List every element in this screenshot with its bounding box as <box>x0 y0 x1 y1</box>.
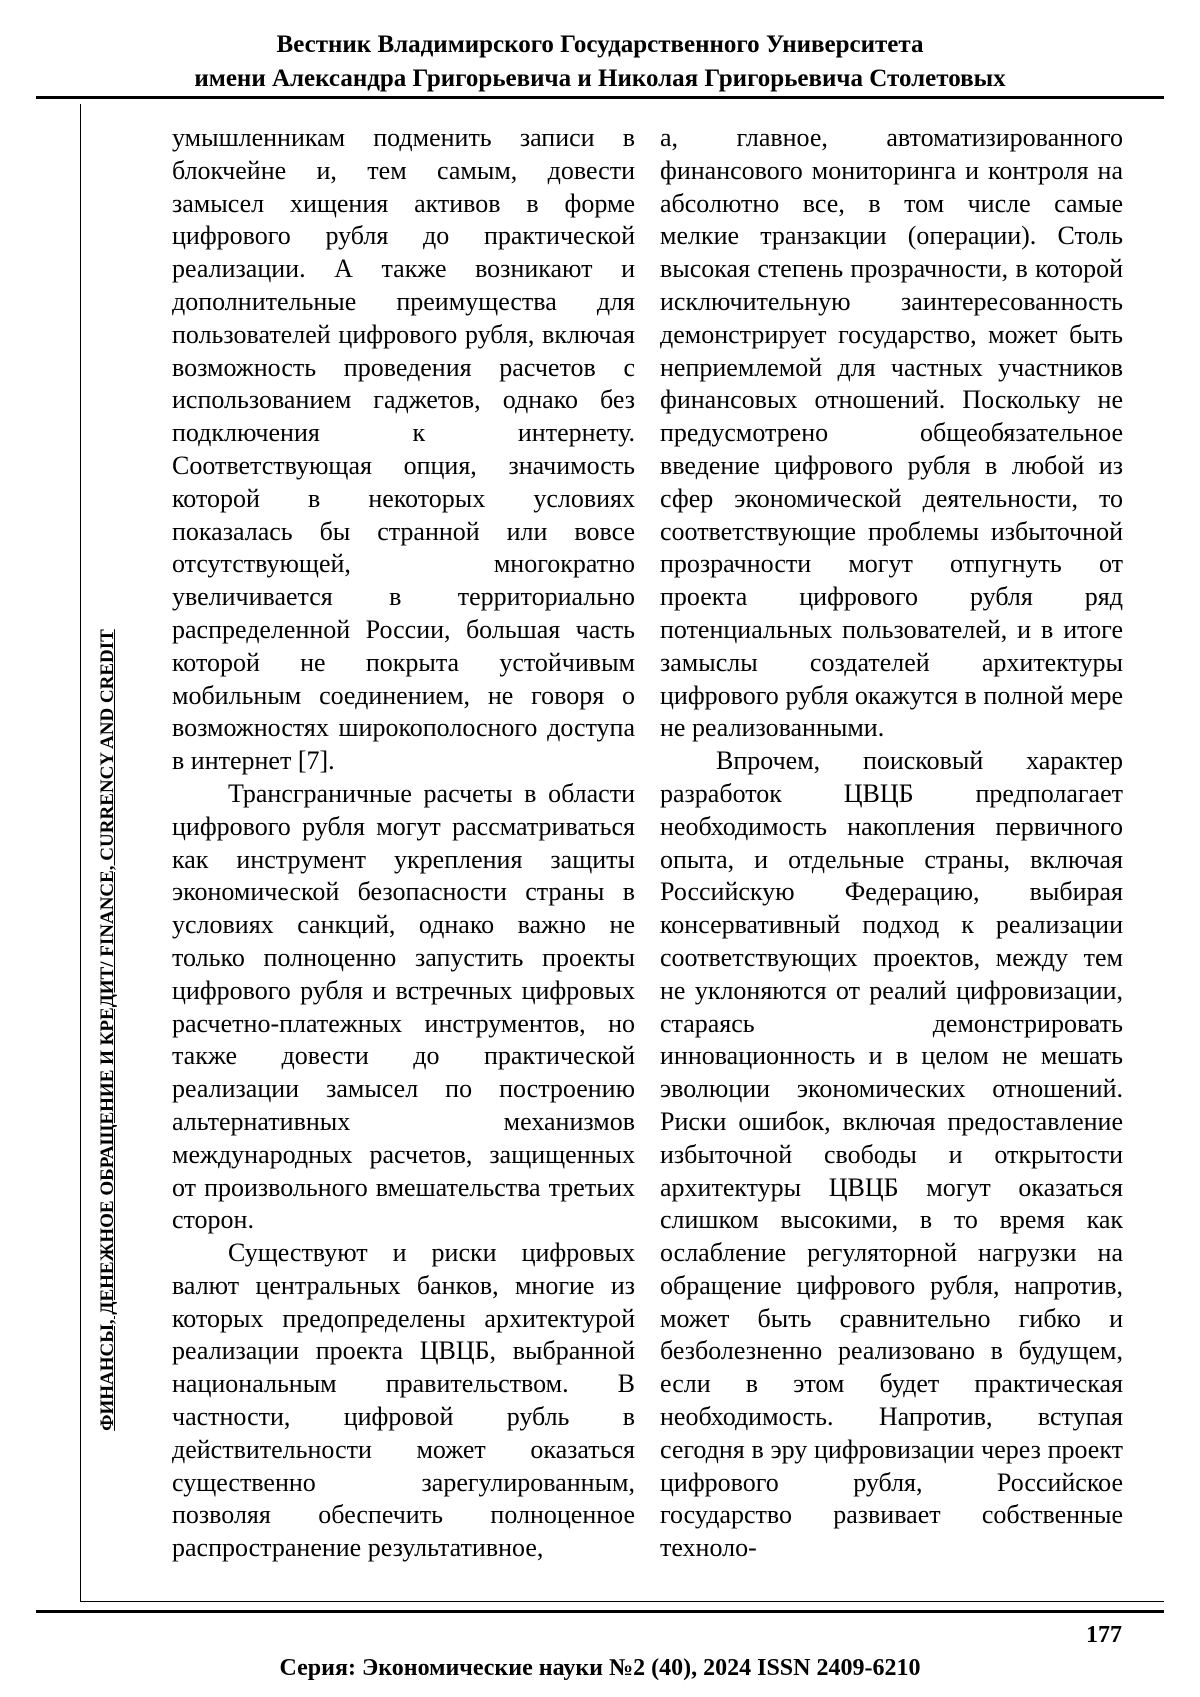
left-paragraph-2: Трансграничные расчеты в области цифрового рубля могут рассматриваться как инструмент укрепления защиты экономической безопасности страны в условиях санкций, однако важно не только полноценно запустить проекты цифрового рубля и встречных цифровых расчетно-платежных инструментов, но также довести до практической реализации замысел по построению альтернативных механизмов международных расчетов, защищенных от произвольного вмешательства третьих сторон. <box>172 778 635 1235</box>
right-paragraph-1: а, главное, автоматизированного финансового мониторинга и контроля на абсолютно все, в том числе самые мелкие транзакции (операции). Столь высокая степень прозрачности, в которой исключительную заинтересованность демонстрирует государство, может быть неприемлемой для частных участников финансовых отношений. Поскольку не предусмотрено общеобязательное введение цифрового рубля в любой из сфер экономической деятельности, то соответствующие проблемы избыточной прозрачности могут отпугнуть от проекта цифрового рубля ряд потенциальных пользователей, и в итоге замыслы создателей архитектуры цифрового рубля окажутся в полной мере не реализованными. <box>660 123 1123 743</box>
series-info: Серия: Экономические науки №2 (40), 2024 ISSN 2409-6210 <box>279 1655 921 1681</box>
left-paragraph-1: умышленникам подменить записи в блокчейне и, тем самым, довести замысел хищения активов в форме цифрового рубля до практической реализации. А также возникают и дополнительные преимущества для пользователей цифрового рубля, включая возможность проведения расчетов с использованием гаджетов, однако без подключения к интернету. Соответствующая опция, значимость которой в некоторых условиях показалась бы странной или вовсе отсутствующей, многократно увеличивается в территориально распределенной России, большая часть которой не покрыта устойчивым мобильным соединением, не говоря о возможностях широкополосного доступа в интернет [7]. <box>172 123 635 776</box>
footer-divider <box>36 1610 1164 1613</box>
frame-left-border <box>80 104 81 1602</box>
frame-bottom-border <box>80 1601 1164 1602</box>
section-side-label: ФИНАНСЫ, ДЕНЕЖНОЕ ОБРАЩЕНИЕ И КРЕДИТ/ FINANCE, CURRENCY AND CREDIT <box>97 629 118 1431</box>
right-text-column <box>660 122 1123 1565</box>
page-number: 177 <box>1086 1622 1122 1648</box>
left-paragraph-3: Существуют и риски цифровых валют центральных банков, многие из которых предопределены архитектурой реализации проекта ЦВЦБ, выбранной национальным правительством. В частности, цифровой рубль в действительности может оказаться существенно зарегулированным, позволяя обеспечить полноценное распространение результативное, <box>172 1238 635 1563</box>
header-divider <box>36 96 1164 99</box>
left-text-column <box>172 122 635 1565</box>
journal-title-line-1: Вестник Владимирского Государственного Университета <box>276 31 924 58</box>
journal-title-line-2: имени Александра Григорьевича и Николая Григорьевича Столетовых <box>194 65 1006 92</box>
right-paragraph-2: Впрочем, поисковый характер разработок ЦВЦБ предполагает необходимость накопления первичного опыта, и отдельные страны, включая Российскую Федерацию, выбирая консервативный подход к реализации соответствующих проектов, между тем не уклоняются от реалий цифровизации, стараясь демонстрировать инновационность и в целом не мешать эволюции экономических отношений. Риски ошибок, включая предоставление избыточной свободы и открытости архитектуры ЦВЦБ могут оказаться слишком высокими, в то время как ослабление регуляторной нагрузки на обращение цифрового рубля, напротив, может быть сравнительно гибко и безболезненно реализовано в будущем, если в этом будет практическая необходимость. Напротив, вступая сегодня в эру цифровизации через проект цифрового рубля, Российское государство развивает собственные техноло- <box>660 746 1123 1563</box>
journal-header <box>36 28 1164 96</box>
